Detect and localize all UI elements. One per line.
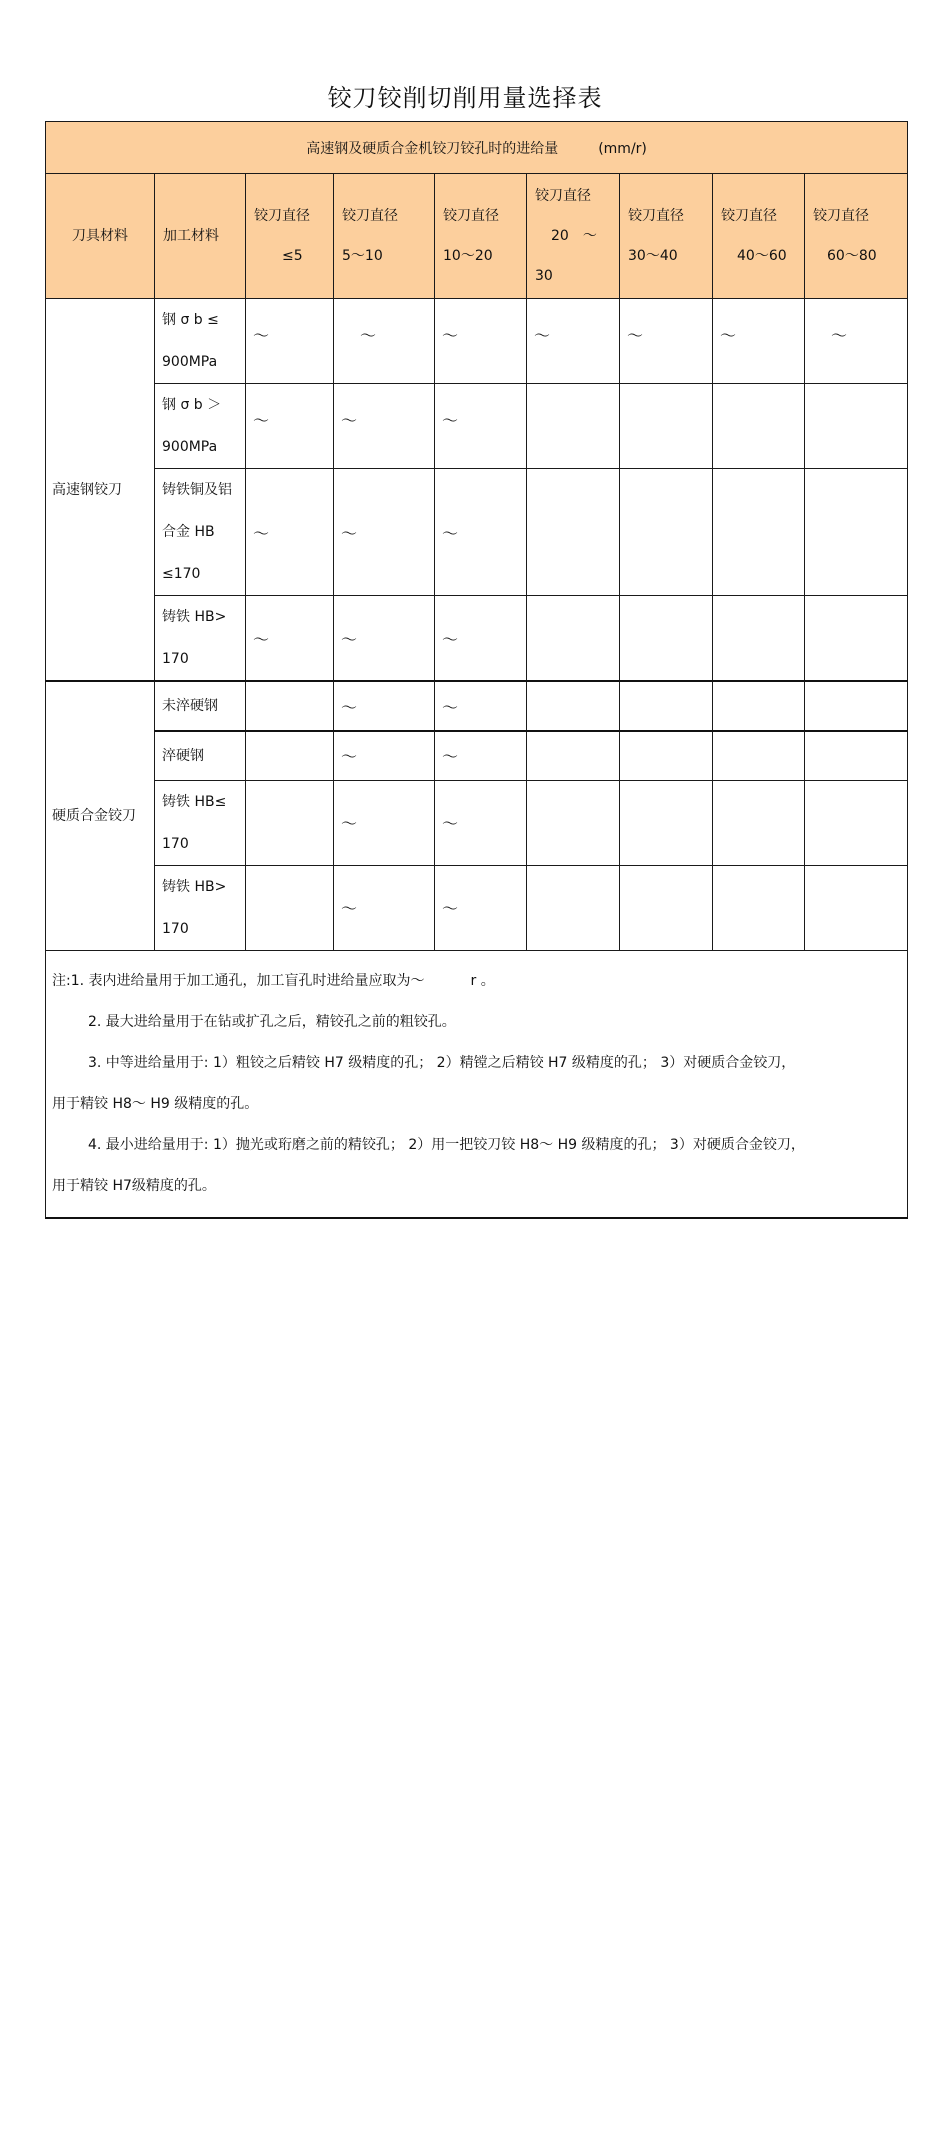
feed-value: ～ <box>435 731 527 780</box>
feed-value: ～ <box>527 299 620 384</box>
feed-value <box>620 469 713 596</box>
header-diameter-range: 20 ～ <box>551 228 597 244</box>
header-diameter-5 <box>620 174 713 299</box>
header-diameter-label: 铰刀直径 <box>342 208 398 224</box>
work-material-cell: 钢 σ b ＞ 900MPa <box>155 384 246 469</box>
feed-value <box>246 681 334 731</box>
feed-value <box>620 681 713 731</box>
header-diameter-label: 铰刀直径 <box>721 208 777 224</box>
header-diameter-4 <box>527 174 620 299</box>
feed-value: ～ <box>334 384 435 469</box>
feed-value: ～ <box>334 469 435 596</box>
feed-value <box>713 731 805 780</box>
feed-value: ～ <box>435 865 527 950</box>
tool-material-hss: 高速钢铰刀 <box>46 299 155 682</box>
feed-value: ～ <box>334 681 435 731</box>
header-diameter-range: 40～60 <box>737 248 787 264</box>
feed-value: ～ <box>334 731 435 780</box>
feed-value <box>620 596 713 682</box>
note-1-tail: r 。 <box>470 972 495 989</box>
feed-value <box>713 596 805 682</box>
feed-value: ～ <box>435 596 527 682</box>
feed-value: ～ <box>334 596 435 682</box>
table-row <box>46 780 908 865</box>
feed-value <box>246 865 334 950</box>
header-diameter-label: 铰刀直径 <box>628 208 684 224</box>
header-diameter-range: 10～20 <box>443 248 493 264</box>
feed-value <box>527 865 620 950</box>
header-diameter-7 <box>805 174 908 299</box>
work-material-cell: 铸铁 HB> 170 <box>155 596 246 682</box>
feed-value <box>527 731 620 780</box>
header-diameter-label: 铰刀直径 <box>443 208 499 224</box>
feed-value <box>805 865 908 950</box>
header-diameter-label: 铰刀直径 <box>254 208 310 224</box>
feed-value: ～ <box>246 299 334 384</box>
note-2: 2. 最大进给量用于在钻或扩孔之后，精铰孔之前的粗铰孔。 <box>88 1013 456 1030</box>
header-diameter-1 <box>246 174 334 299</box>
feed-value: ～ <box>435 299 527 384</box>
feed-value <box>713 780 805 865</box>
feed-value <box>527 596 620 682</box>
header-diameter-range: 60～80 <box>827 248 877 264</box>
header-diameter-label: 铰刀直径 <box>535 188 591 204</box>
feed-value: ～ <box>246 384 334 469</box>
feed-value <box>246 731 334 780</box>
header-diameter-2 <box>334 174 435 299</box>
document-title: 铰刀铰削切削用量选择表 <box>327 84 603 112</box>
header-diameter-range: ≤5 <box>282 248 303 264</box>
caption-text: 高速钢及硬质合金机铰刀铰孔时的进给量 <box>306 140 559 157</box>
header-diameter-label: 铰刀直径 <box>813 208 869 224</box>
table-notes <box>46 950 908 1218</box>
feed-value <box>805 731 908 780</box>
feed-value <box>527 469 620 596</box>
table-caption <box>46 122 908 174</box>
feed-value <box>805 596 908 682</box>
work-material-cell: 铸铁 HB≤ 170 <box>155 780 246 865</box>
feed-value <box>527 384 620 469</box>
table-row <box>46 596 908 682</box>
feed-value: ～ <box>435 681 527 731</box>
feed-value <box>713 384 805 469</box>
header-diameter-range-end: 30 <box>535 268 553 284</box>
feed-value <box>620 865 713 950</box>
header-diameter-range: 30～40 <box>628 248 678 264</box>
work-material-cell: 未淬硬钢 <box>155 681 246 731</box>
table-row <box>46 469 908 596</box>
feed-value: ～ <box>334 780 435 865</box>
note-4-continued: 用于精铰 H7级精度的孔。 <box>52 1177 216 1194</box>
note-1-text: 注:1. 表内进给量用于加工通孔，加工盲孔时进给量应取为～ <box>52 972 425 989</box>
feed-value: ～ <box>246 596 334 682</box>
feed-value <box>527 681 620 731</box>
feed-value <box>805 780 908 865</box>
table-row <box>46 681 908 731</box>
feed-value: ～ <box>620 299 713 384</box>
feed-value: ～ <box>334 865 435 950</box>
table-row <box>46 299 908 384</box>
header-diameter-3 <box>435 174 527 299</box>
feed-value <box>713 681 805 731</box>
work-material-cell: 淬硬钢 <box>155 731 246 780</box>
feed-value: ～ <box>713 299 805 384</box>
feed-rate-table <box>45 121 908 1219</box>
header-tool-material: 刀具材料 <box>46 174 155 299</box>
work-material-cell: 钢 σ b ≤ 900MPa <box>155 299 246 384</box>
work-material-cell: 铸铁铜及铝合金 HB ≤170 <box>155 469 246 596</box>
feed-value: ～ <box>805 299 908 384</box>
header-diameter-6 <box>713 174 805 299</box>
note-3: 3. 中等进给量用于: 1）粗铰之后精铰 H7 级精度的孔； 2）精镗之后精铰 H7 级精度的孔； 3）对硬质合金铰刀， <box>88 1054 796 1071</box>
feed-value: ～ <box>435 469 527 596</box>
tool-material-carbide: 硬质合金铰刀 <box>46 681 155 950</box>
feed-value <box>713 865 805 950</box>
table-row <box>46 384 908 469</box>
feed-value: ～ <box>334 299 435 384</box>
caption-unit: (mm/r) <box>598 140 647 157</box>
feed-value <box>246 780 334 865</box>
feed-value <box>527 780 620 865</box>
feed-value <box>713 469 805 596</box>
feed-value <box>805 384 908 469</box>
feed-value: ～ <box>435 384 527 469</box>
note-4: 4. 最小进给量用于: 1）抛光或珩磨之前的精铰孔； 2）用一把铰刀铰 H8～ H9 级精度的孔； 3）对硬质合金铰刀， <box>88 1136 805 1153</box>
note-3-continued: 用于精铰 H8～ H9 级精度的孔。 <box>52 1095 259 1112</box>
notes-row <box>46 950 908 1218</box>
feed-value: ～ <box>246 469 334 596</box>
feed-value <box>620 384 713 469</box>
feed-value <box>805 469 908 596</box>
note-1 <box>52 961 901 1002</box>
header-diameter-range: 5～10 <box>342 248 383 264</box>
feed-value <box>620 780 713 865</box>
work-material-cell: 铸铁 HB> 170 <box>155 865 246 950</box>
feed-value <box>620 731 713 780</box>
table-row <box>46 865 908 950</box>
header-work-material: 加工材料 <box>155 174 246 299</box>
feed-value: ～ <box>435 780 527 865</box>
table-row <box>46 731 908 780</box>
feed-value <box>805 681 908 731</box>
